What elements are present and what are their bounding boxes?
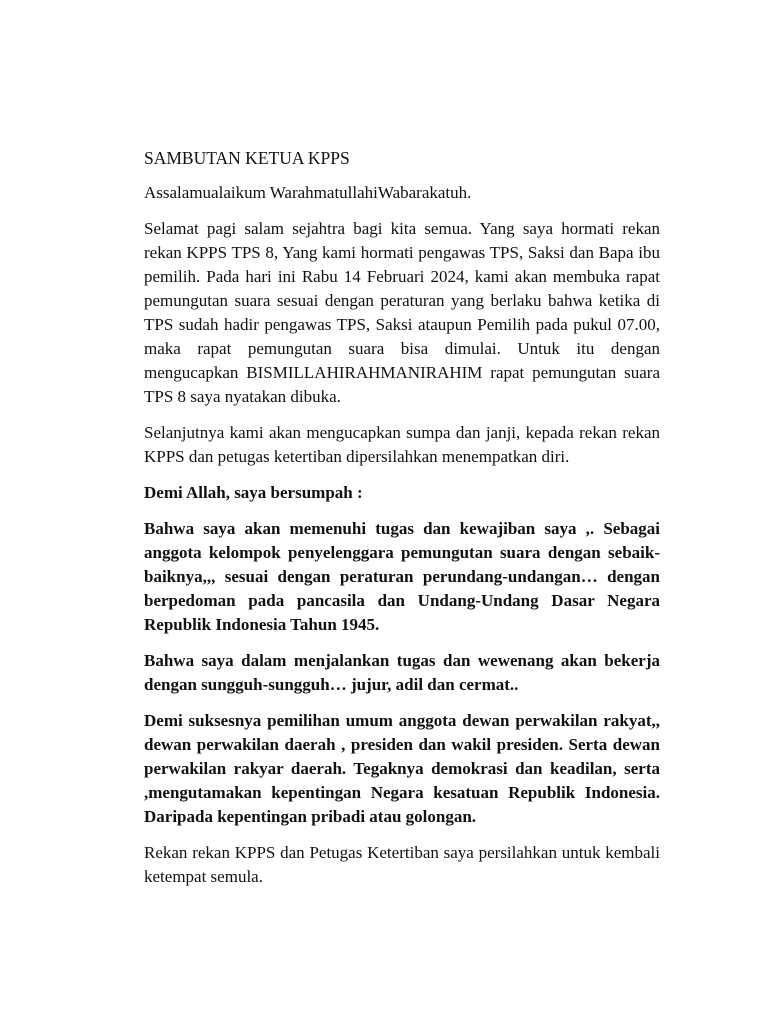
document-title: SAMBUTAN KETUA KPPS bbox=[144, 148, 350, 168]
greeting-paragraph: Assalamualaikum WarahmatullahiWabarakatuh. bbox=[144, 183, 472, 202]
closing-paragraph: Rekan rekan KPPS dan Petugas Ketertiban saya persilahkan untuk kembali ketempat semula. bbox=[144, 843, 660, 886]
oath-heading: Demi Allah, saya bersumpah : bbox=[144, 483, 363, 502]
opening-paragraph: Selamat pagi salam sejahtra bagi kita semua. Yang saya hormati rekan rekan KPPS TPS 8, Yang kami hormati pengawas TPS, Saksi dan Bapa ibu pemilih. Pada hari ini Rabu 14 Februari 2024, kami akan membuka rapat pemungutan suara sesuai dengan peraturan yang berlaku bahwa ketika di TPS sudah hadir pengawas TPS, Saksi ataupun Pemilih pada pukul 07.00, maka rapat pemungutan suara bisa dimulai. Untuk itu dengan mengucapkan BISMILLAHIRAHMANIRAHIM rapat pemungutan suara TPS 8 saya nyatakan dibuka. bbox=[144, 219, 660, 406]
oath-paragraph-3: Demi suksesnya pemilihan umum anggota dewan perwakilan rakyat,, dewan perwakilan daerah , presiden dan wakil presiden. Serta dewan perwakilan rakyar daerah. Tegaknya demokrasi dan keadilan, serta ,mengutamakan kepentingan Negara kesatuan Republik Indonesia. Daripada kepentingan pribadi atau golongan. bbox=[144, 711, 660, 826]
oath-paragraph-2: Bahwa saya dalam menjalankan tugas dan wewenang akan bekerja dengan sungguh-sungguh… jujur, adil dan cermat.. bbox=[144, 651, 660, 694]
next-paragraph: Selanjutnya kami akan mengucapkan sumpa dan janji, kepada rekan rekan KPPS dan petugas ketertiban dipersilahkan menempatkan diri. bbox=[144, 423, 660, 466]
document-page bbox=[144, 146, 660, 901]
oath-paragraph-1: Bahwa saya akan memenuhi tugas dan kewajiban saya ,. Sebagai anggota kelompok penyelenggara pemungutan suara dengan sebaik-baiknya,,, sesuai dengan peraturan perundang-undangan… dengan berpedoman pada pancasila dan Undang-Undang Dasar Negara Republik Indonesia Tahun 1945. bbox=[144, 519, 660, 634]
